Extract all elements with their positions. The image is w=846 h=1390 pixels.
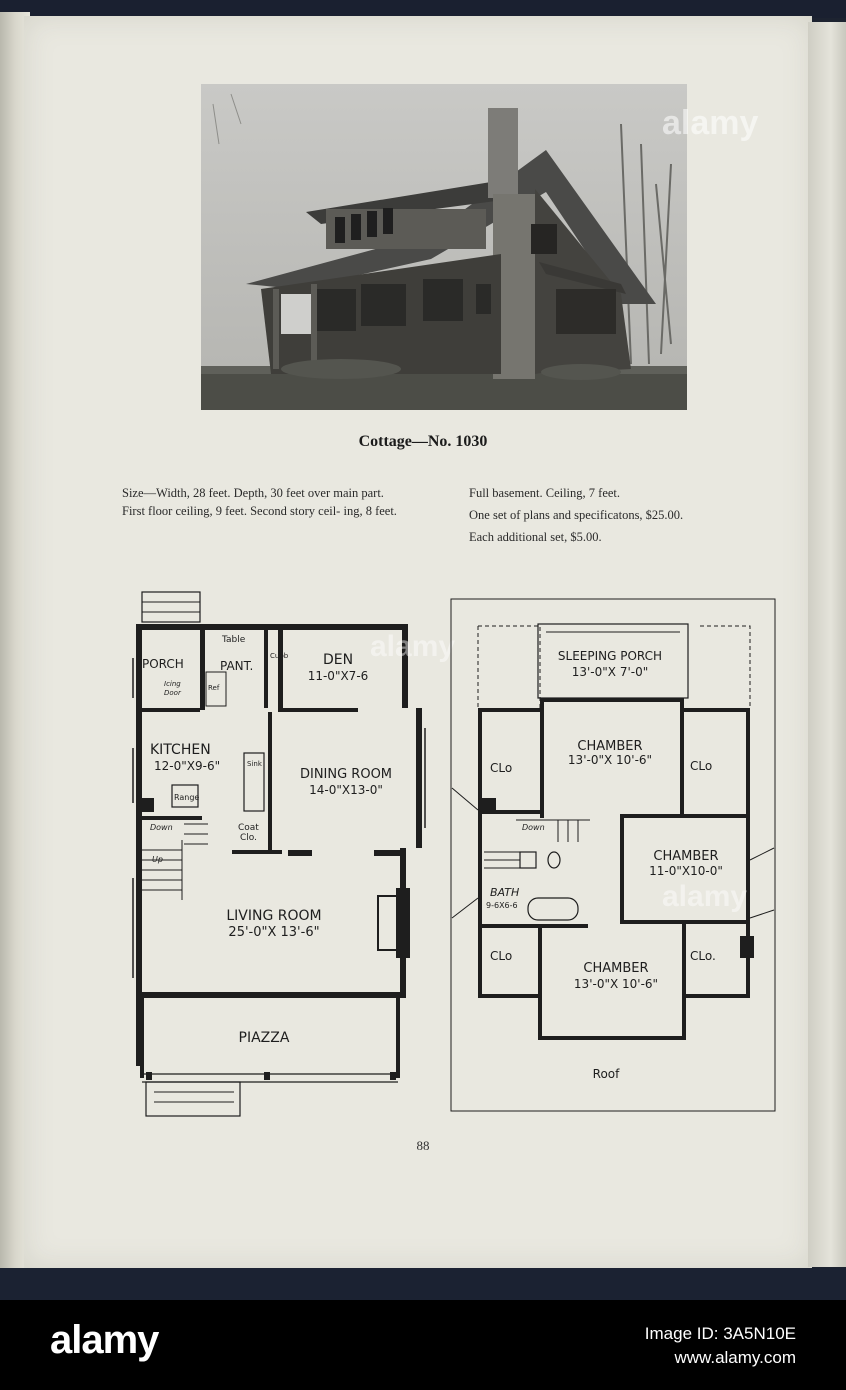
photo-watermark: alamy — [662, 104, 759, 142]
label-icing-door: Door — [164, 689, 181, 697]
room-chamber-2: CHAMBER — [653, 849, 719, 864]
house-photograph — [201, 84, 687, 410]
footer-image-info — [645, 1322, 796, 1370]
chamber-3-size: 13'-0"X 10'-6" — [573, 977, 659, 991]
label-coat: Coat — [238, 823, 259, 833]
next-page-edge — [808, 22, 846, 1267]
size-text: Size—Width, 28 feet. Depth, 30 feet over main part. — [122, 486, 384, 500]
description-left — [110, 484, 433, 520]
label-down: Down — [150, 823, 173, 832]
label-coat-closet: Clo. — [240, 833, 257, 843]
label-cupboard: Cupb — [270, 652, 289, 660]
bath-size: 9-6X6-6 — [486, 901, 518, 910]
label-ref: Ref — [208, 684, 220, 692]
house-illustration — [201, 84, 687, 410]
living-size: 25'-0"X 13'-6" — [228, 925, 320, 940]
chamber-2-size: 11-0"X10-0" — [649, 864, 723, 878]
room-bath: BATH — [490, 886, 520, 899]
first-floor-plan — [128, 588, 428, 1120]
room-chamber-3: CHAMBER — [583, 961, 649, 976]
room-den: DEN — [322, 652, 354, 668]
room-living: LIVING ROOM — [226, 908, 322, 924]
ceiling-text: First floor ceiling, 9 feet. Second story ceil- ing, 8 feet. — [122, 504, 397, 518]
label-table: Table — [222, 635, 246, 645]
kitchen-size: 12-0"X9-6" — [154, 759, 221, 773]
closet-bottom-right: CLo. — [690, 949, 716, 963]
page-title: Cottage—No. 1030 — [358, 433, 488, 450]
second-floor-plan — [450, 598, 776, 1112]
description-right — [469, 484, 769, 546]
page-number: 88 — [416, 1138, 430, 1153]
label-down-2: Down — [522, 823, 545, 832]
dining-size: 14-0"X13-0" — [309, 783, 383, 797]
room-porch: PORCH — [142, 657, 184, 671]
scan-border-bottom — [0, 1268, 846, 1300]
image-id: Image ID: 3A5N10E — [644, 1324, 796, 1343]
room-sleeping-porch: SLEEPING PORCH — [557, 649, 663, 663]
additional-set-text: Each additional set, $5.00. — [469, 530, 602, 544]
label-up: Up — [152, 855, 163, 864]
basement-text: Full basement. Ceiling, 7 feet. — [469, 486, 621, 500]
room-chamber-1: CHAMBER — [577, 739, 643, 754]
footer-logo[interactable]: alamy — [50, 1318, 159, 1362]
chamber-1-size: 13'-0"X 10'-6" — [567, 753, 653, 767]
room-kitchen: KITCHEN — [150, 742, 211, 758]
site-url[interactable]: www.alamy.com — [674, 1348, 796, 1367]
room-dining: DINING ROOM — [299, 767, 393, 782]
closet-top-right: CLo — [690, 759, 713, 773]
plans-price-text: One set of plans and specificatons, $25.00. — [469, 508, 684, 522]
sleeping-porch-size: 13'-0"X 7'-0" — [571, 665, 649, 679]
plan-watermark-2: alamy — [662, 880, 748, 913]
den-size: 11-0"X7-6 — [307, 669, 369, 683]
label-icing: Icing — [164, 680, 181, 688]
label-sink: Sink — [247, 760, 262, 768]
label-roof: Roof — [592, 1067, 620, 1081]
closet-top-left: CLo — [490, 761, 513, 775]
closet-bottom-left: CLo — [490, 949, 513, 963]
room-pantry: PANT. — [220, 659, 254, 673]
plan-watermark: alamy — [370, 630, 456, 663]
room-piazza: PIAZZA — [238, 1030, 290, 1046]
label-range: Range — [174, 793, 200, 802]
